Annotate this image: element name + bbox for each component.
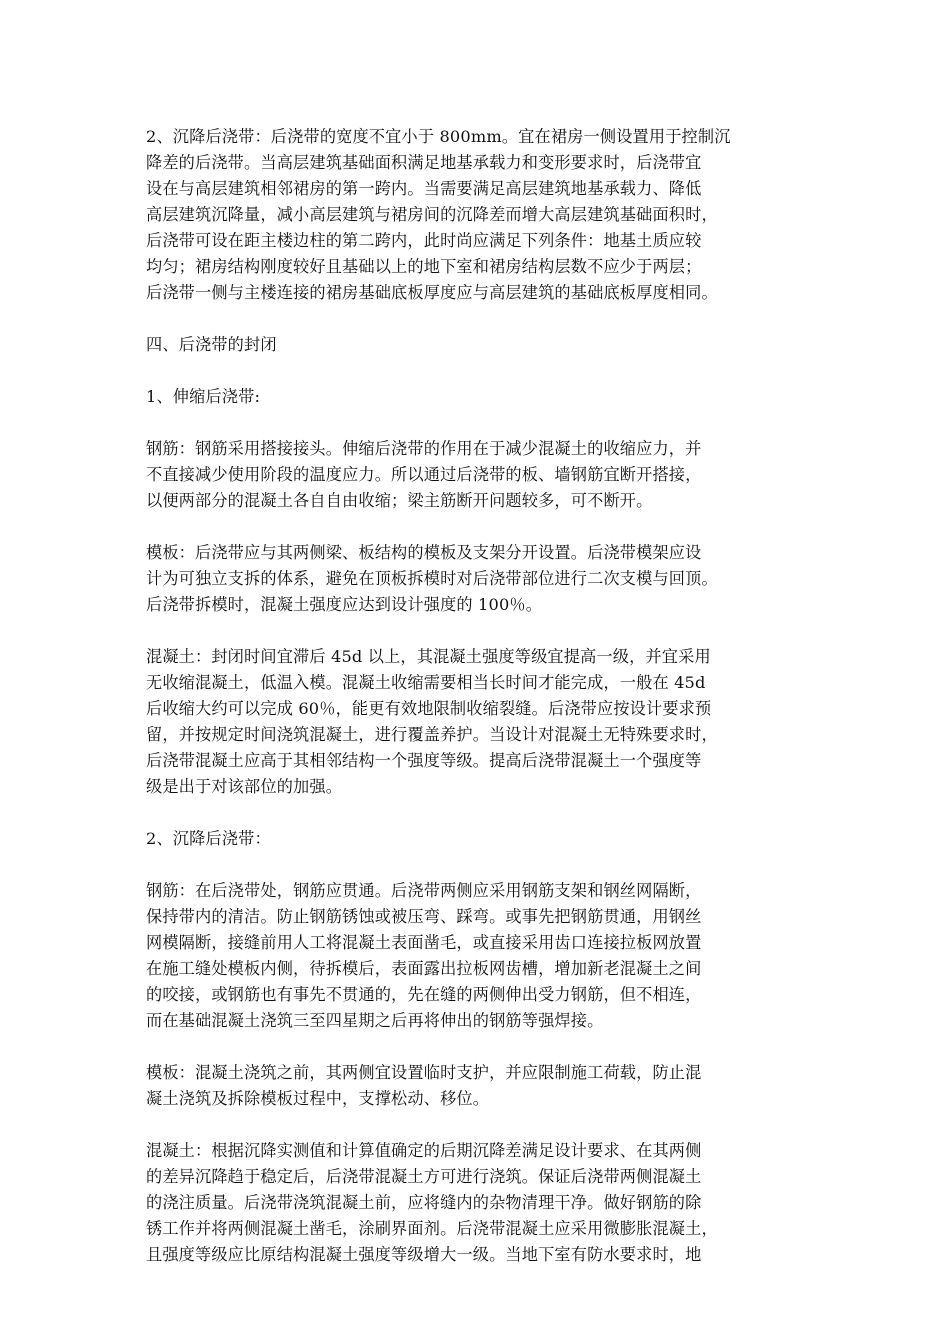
text-line: 混凝土：封闭时间宜滞后 45d 以上，其混凝土强度等级宜提高一级，并宜采用	[146, 647, 711, 666]
paragraph-settlement-strip-definition	[146, 124, 806, 306]
text-line: 计为可独立支拆的体系，避免在顶板拆模时对后浇带部位进行二次支模与回顶。	[146, 569, 718, 588]
text-line: 模板：后浇带应与其两侧梁、板结构的模板及支架分开设置。后浇带模架应设	[146, 543, 702, 562]
text-line: 在施工缝处模板内侧，待拆模后，表面露出拉板网齿槽，增加新老混凝土之间	[146, 959, 702, 978]
paragraph-settlement-concrete	[146, 1138, 806, 1268]
text-line: 均匀；裙房结构刚度较好且基础以上的地下室和裙房结构层数不应少于两层；	[146, 257, 702, 276]
text-line: 留，并按规定时间浇筑混凝土，进行覆盖养护。当设计对混凝土无特殊要求时，	[146, 725, 718, 744]
text-line: 后浇带拆模时，混凝土强度应达到设计强度的 100％。	[146, 595, 543, 614]
paragraph-expansion-rebar	[146, 436, 806, 514]
text-line: 的浇注质量。后浇带浇筑混凝土前，应将缝内的杂物清理干净。做好钢筋的除	[146, 1193, 702, 1212]
text-line: 高层建筑沉降量，减小高层建筑与裙房间的沉降差而增大高层建筑基础面积时，	[146, 205, 718, 224]
text-line: 的咬接，或钢筋也有事先不贯通的，先在缝的两侧伸出受力钢筋，但不相连，	[146, 985, 702, 1004]
document-body	[146, 124, 806, 1294]
text-line: 锈工作并将两侧混凝土凿毛，涂刷界面剂。后浇带混凝土应采用微膨胀混凝土，	[146, 1219, 718, 1238]
heading-text: 2、沉降后浇带：	[146, 829, 271, 848]
text-line: 后浇带混凝土应高于其相邻结构一个强度等级。提高后浇带混凝土一个强度等	[146, 751, 702, 770]
section-heading-closure	[146, 332, 806, 358]
text-line: 保持带内的清洁。防止钢筋锈蚀或被压弯、踩弯。或事先把钢筋贯通，用钢丝	[146, 907, 702, 926]
heading-text: 四、后浇带的封闭	[146, 335, 277, 354]
text-line: 降差的后浇带。当高层建筑基础面积满足地基承载力和变形要求时，后浇带宜	[146, 153, 702, 172]
text-line: 设在与高层建筑相邻裙房的第一跨内。当需要满足高层建筑地基承载力、降低	[146, 179, 702, 198]
text-line: 后浇带可设在距主楼边柱的第二跨内，此时尚应满足下列条件：地基土质应较	[146, 231, 702, 250]
text-line: 网模隔断，接缝前用人工将混凝土表面凿毛，或直接采用齿口连接拉板网放置	[146, 933, 702, 952]
heading-text: 1、伸缩后浇带:	[146, 387, 261, 406]
text-line: 后收缩大约可以完成 60％，能更有效地限制收缩裂缝。后浇带应按设计要求预	[146, 699, 712, 718]
subheading-expansion-strip	[146, 384, 806, 410]
paragraph-expansion-formwork	[146, 540, 806, 618]
text-line: 钢筋：在后浇带处，钢筋应贯通。后浇带两侧应采用钢筋支架和钢丝网隔断，	[146, 881, 702, 900]
text-line: 级是出于对该部位的加强。	[146, 777, 343, 796]
text-line: 不直接减少使用阶段的温度应力。所以通过后浇带的板、墙钢筋宜断开搭接，	[146, 465, 702, 484]
paragraph-expansion-concrete	[146, 644, 806, 800]
text-line: 而在基础混凝土浇筑三至四星期之后再将伸出的钢筋等强焊接。	[146, 1011, 604, 1030]
text-line: 后浇带一侧与主楼连接的裙房基础底板厚度应与高层建筑的基础底板厚度相同。	[146, 283, 718, 302]
text-line: 模板：混凝土浇筑之前，其两侧宜设置临时支护，并应限制施工荷载，防止混	[146, 1063, 702, 1082]
text-line: 凝土浇筑及拆除模板过程中，支撑松动、移位。	[146, 1089, 490, 1108]
text-line: 且强度等级应比原结构混凝土强度等级增大一级。当地下室有防水要求时，地	[146, 1245, 702, 1264]
text-line: 以便两部分的混凝土各自自由收缩；梁主筋断开问题较多，可不断开。	[146, 491, 653, 510]
text-line: 的差异沉降趋于稳定后，后浇带混凝土方可进行浇筑。保证后浇带两侧混凝土	[146, 1167, 702, 1186]
text-line: 2、沉降后浇带：后浇带的宽度不宜小于 800mm。宜在裙房一侧设置用于控制沉	[146, 127, 731, 146]
text-line: 无收缩混凝土，低温入模。混凝土收缩需要相当长时间才能完成，一般在 45d	[146, 673, 706, 692]
subheading-settlement-strip	[146, 826, 806, 852]
text-line: 混凝土：根据沉降实测值和计算值确定的后期沉降差满足设计要求、在其两侧	[146, 1141, 702, 1160]
paragraph-settlement-formwork	[146, 1060, 806, 1112]
text-line: 钢筋：钢筋采用搭接接头。伸缩后浇带的作用在于减少混凝土的收缩应力，并	[146, 439, 702, 458]
paragraph-settlement-rebar	[146, 878, 806, 1034]
